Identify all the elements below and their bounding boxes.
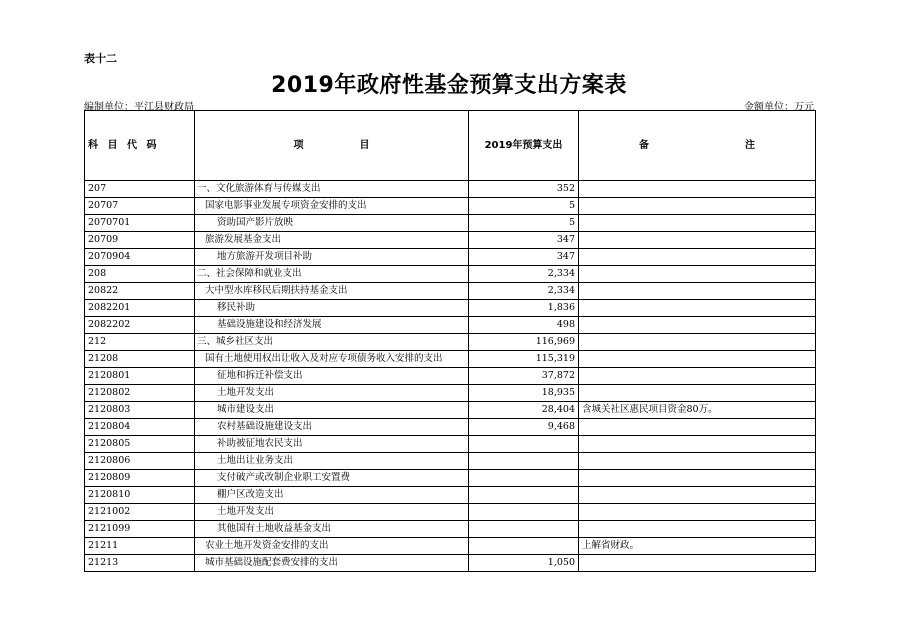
row-note — [579, 249, 816, 266]
row-code: 20707 — [85, 198, 195, 215]
table-row — [85, 555, 816, 572]
row-note — [579, 504, 816, 521]
row-item: 基础设施建设和经济发展 — [195, 317, 469, 334]
row-code: 21208 — [85, 351, 195, 368]
row-code: 20822 — [85, 283, 195, 300]
header-item-b: 目 — [359, 139, 370, 151]
table-row — [85, 351, 816, 368]
row-amount: 352 — [469, 181, 579, 198]
row-amount: 115,319 — [469, 351, 579, 368]
table-row — [85, 283, 816, 300]
row-code: 212 — [85, 334, 195, 351]
table-row — [85, 538, 816, 555]
row-item: 补助被征地农民支出 — [195, 436, 469, 453]
row-amount: 498 — [469, 317, 579, 334]
table-row — [85, 232, 816, 249]
row-code: 2121002 — [85, 504, 195, 521]
row-note — [579, 215, 816, 232]
row-amount: 5 — [469, 215, 579, 232]
row-amount — [469, 436, 579, 453]
row-amount — [469, 453, 579, 470]
row-code: 2082201 — [85, 300, 195, 317]
table-row — [85, 487, 816, 504]
row-amount: 1,050 — [469, 555, 579, 572]
header-note-b: 注 — [745, 139, 755, 151]
row-item: 三、城乡社区支出 — [195, 334, 469, 351]
row-item: 土地开发支出 — [195, 504, 469, 521]
table-row — [85, 368, 816, 385]
row-code: 21211 — [85, 538, 195, 555]
row-code: 20709 — [85, 232, 195, 249]
row-amount — [469, 521, 579, 538]
row-item: 大中型水库移民后期扶持基金支出 — [195, 283, 469, 300]
row-amount: 9,468 — [469, 419, 579, 436]
table-row — [85, 385, 816, 402]
table-row — [85, 436, 816, 453]
row-code: 2120802 — [85, 385, 195, 402]
row-item: 地方旅游开发项目补助 — [195, 249, 469, 266]
row-amount: 2,334 — [469, 266, 579, 283]
row-note — [579, 317, 816, 334]
row-amount: 2,334 — [469, 283, 579, 300]
row-note — [579, 555, 816, 572]
table-row — [85, 470, 816, 487]
table-row — [85, 215, 816, 232]
row-amount — [469, 538, 579, 555]
row-amount: 347 — [469, 249, 579, 266]
currency-unit: 金额单位：万元 — [744, 102, 814, 113]
row-note — [579, 487, 816, 504]
row-code: 2082202 — [85, 317, 195, 334]
row-item: 农村基础设施建设支出 — [195, 419, 469, 436]
row-code: 2120806 — [85, 453, 195, 470]
row-item: 城市建设支出 — [195, 402, 469, 419]
row-amount — [469, 470, 579, 487]
row-item: 棚户区改造支出 — [195, 487, 469, 504]
row-amount — [469, 504, 579, 521]
row-note: 含城关社区惠民项目资金80万。 — [579, 402, 816, 419]
row-code: 207 — [85, 181, 195, 198]
budget-table — [84, 110, 816, 572]
row-item: 农业土地开发资金安排的支出 — [195, 538, 469, 555]
row-code: 2120805 — [85, 436, 195, 453]
row-item: 土地开发支出 — [195, 385, 469, 402]
row-note: 上解省财政。 — [579, 538, 816, 555]
row-code: 2070904 — [85, 249, 195, 266]
row-code: 21213 — [85, 555, 195, 572]
row-amount: 18,935 — [469, 385, 579, 402]
table-row — [85, 453, 816, 470]
table-number: 表十二 — [84, 52, 117, 65]
header-budget: 2019年预算支出 — [469, 111, 579, 181]
row-code: 2120810 — [85, 487, 195, 504]
row-note — [579, 436, 816, 453]
row-code: 2120801 — [85, 368, 195, 385]
row-item: 旅游发展基金支出 — [195, 232, 469, 249]
table-row — [85, 249, 816, 266]
row-amount: 116,969 — [469, 334, 579, 351]
table-row — [85, 334, 816, 351]
page-title: 2019年政府性基金预算支出方案表 — [271, 73, 627, 98]
row-amount: 28,404 — [469, 402, 579, 419]
header-item-a: 项 — [293, 139, 304, 151]
row-amount: 37,872 — [469, 368, 579, 385]
row-amount: 5 — [469, 198, 579, 215]
row-item: 资助国产影片放映 — [195, 215, 469, 232]
row-note — [579, 232, 816, 249]
row-code: 2120803 — [85, 402, 195, 419]
row-note — [579, 283, 816, 300]
table-row — [85, 181, 816, 198]
row-item: 征地和拆迁补偿支出 — [195, 368, 469, 385]
row-note — [579, 266, 816, 283]
row-item: 二、社会保障和就业支出 — [195, 266, 469, 283]
row-note — [579, 334, 816, 351]
row-item: 其他国有土地收益基金支出 — [195, 521, 469, 538]
row-note — [579, 419, 816, 436]
header-note-a: 备 — [639, 139, 649, 151]
table-row — [85, 300, 816, 317]
row-note — [579, 300, 816, 317]
table-row — [85, 419, 816, 436]
header-code: 科 目 代 码 — [85, 111, 195, 181]
row-item: 国家电影事业发展专项资金安排的支出 — [195, 198, 469, 215]
table-row — [85, 402, 816, 419]
row-note — [579, 351, 816, 368]
row-item: 一、文化旅游体育与传媒支出 — [195, 181, 469, 198]
table-header-row — [85, 111, 816, 181]
row-item: 土地出让业务支出 — [195, 453, 469, 470]
row-note — [579, 385, 816, 402]
row-code: 2120809 — [85, 470, 195, 487]
row-code: 2121099 — [85, 521, 195, 538]
table-row — [85, 521, 816, 538]
row-note — [579, 368, 816, 385]
table-row — [85, 317, 816, 334]
row-amount: 347 — [469, 232, 579, 249]
row-code: 208 — [85, 266, 195, 283]
row-note — [579, 181, 816, 198]
table-row — [85, 504, 816, 521]
table-row — [85, 198, 816, 215]
row-item: 国有土地使用权出让收入及对应专项债务收入安排的支出 — [195, 351, 469, 368]
row-note — [579, 470, 816, 487]
row-item: 移民补助 — [195, 300, 469, 317]
row-note — [579, 198, 816, 215]
row-note — [579, 521, 816, 538]
row-code: 2070701 — [85, 215, 195, 232]
row-item: 城市基础设施配套费安排的支出 — [195, 555, 469, 572]
row-amount — [469, 487, 579, 504]
compiler-unit: 编制单位：平江县财政局 — [84, 102, 194, 113]
header-note — [579, 111, 816, 181]
table-row — [85, 266, 816, 283]
row-amount: 1,836 — [469, 300, 579, 317]
header-item — [195, 111, 469, 181]
row-item: 支付破产或改制企业职工安置费 — [195, 470, 469, 487]
row-code: 2120804 — [85, 419, 195, 436]
row-note — [579, 453, 816, 470]
